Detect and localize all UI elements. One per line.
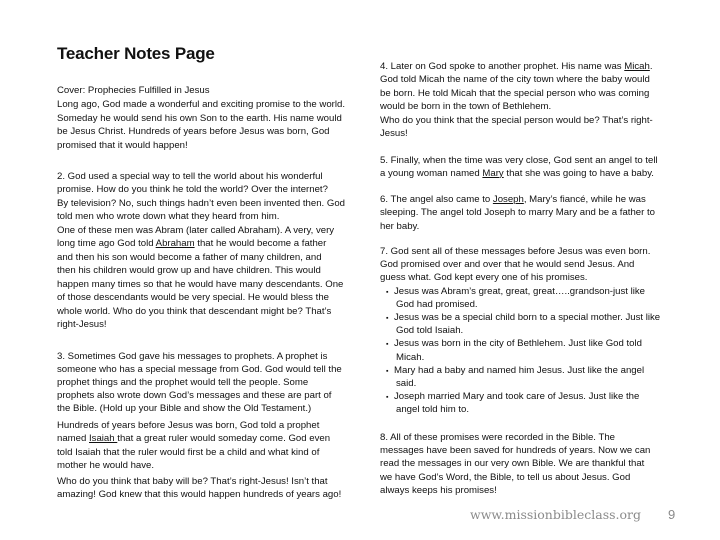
text-line: Jesus! [380, 128, 408, 139]
text-line: right-Jesus! [57, 318, 107, 330]
bullet-item: ▪ Mary had a baby and named him Jesus. Just like the angel [380, 365, 644, 377]
text-line: 2. God used a special way to tell the world about his wonderful [57, 171, 323, 182]
text-line: someone who has a special message from God. God would tell the [57, 364, 342, 376]
text-line: would be born in the town of Bethlehem. [380, 101, 552, 113]
text-line: Someday he would send his own Son to the earth. His name would [57, 112, 342, 124]
text-line: told men who wrote down what they heard from him. [57, 211, 280, 223]
text-line: of those descendants would be very special. He would bless the [57, 292, 329, 304]
text-line: guess what. God kept every one of his promises. [380, 272, 588, 284]
text-line: Who do you think that the special person would be? That’s right- [380, 114, 653, 126]
text-line: Long ago, God made a wonderful and exciting promise to the world. [57, 99, 345, 110]
text-line: read the messages in our very own Bible. We are thankful that [380, 458, 645, 470]
text-line: whole world. Who do you think that descendant might be? That’s [57, 305, 332, 317]
text-line: One of these men was Abram (later called Abraham). A very, very [57, 224, 335, 236]
text-line: we have God’s Word, the Bible, to tell us about Jesus. God [380, 471, 631, 483]
text-line: By television? No, such things hadn’t even been invented then. God [57, 197, 346, 209]
text-line: a young woman named Mary that she was going to have a baby. [380, 167, 654, 179]
bullet-item: ▪ Joseph married Mary and took care of Jesus. Just like the [380, 391, 639, 403]
text-line: always keeps his promises! [380, 484, 497, 496]
text-line: God told Micah the name of the city town where the baby would [380, 74, 650, 86]
underlined-name: Isaiah [89, 433, 118, 445]
underlined-name: Micah [624, 61, 650, 72]
text-line: amazing! God knew that this would happen hundreds of years ago! [57, 489, 342, 501]
text-line: God promised over and over that he would send Jesus. And [380, 259, 635, 271]
bullet-item: ▪ Jesus was born in the city of Bethlehem. Just like God told [380, 338, 642, 350]
text-line: 7. God sent all of these messages before Jesus was even born. [380, 246, 651, 257]
text-line: said. [396, 378, 417, 389]
text-line: named Isaiah that a great ruler would someday come. God even [57, 433, 331, 445]
text-line: promised that it would happen! [57, 140, 188, 152]
text-line: God told Isaiah. [396, 325, 464, 337]
underlined-name: Mary [482, 167, 504, 179]
text-line: 4. Later on God spoke to another prophet. His name was Micah. [380, 61, 653, 72]
bullet-item: ▪ Jesus was be a special child born to a special mother. Just like [380, 312, 660, 324]
text-line: Micah. [396, 351, 425, 363]
text-line: Who do you think that baby will be? That’s right-Jesus! Isn’t that [57, 476, 328, 487]
text-line: 8. All of these promises were recorded in the Bible. The [380, 432, 615, 443]
text-line: mother he would have. [57, 459, 155, 471]
text-line: God had promised. [396, 298, 478, 310]
text-line: told Isaiah that the ruler would first be a child and what kind of [57, 446, 320, 458]
text-line: long time ago God told Abraham that he would become a father [57, 238, 327, 250]
underlined-name: Joseph [492, 194, 524, 205]
text-line: be born. He told Micah that the special person who was coming [380, 87, 650, 99]
bullet-item: ▪ Jesus was Abram’s great, great, great…..grandson-just like [380, 286, 645, 298]
text-line: Hundreds of years before Jesus was born, God told a prophet [57, 420, 320, 431]
text-line: prophets also wrote down God’s messages and these are part of [57, 390, 332, 402]
text-line: the Bible. (Hold up your Bible and show the Old Testament.) [57, 403, 312, 415]
text-line: messages have been saved for hundreds of years. Now we can [380, 445, 651, 457]
text-line: then his children would grow up and have children. This would [57, 265, 321, 277]
page-title: Teacher Notes Page [57, 44, 215, 63]
text-line: 5. Finally, when the time was very close, God sent an angel to tell [380, 155, 658, 166]
text-line: angel told him to. [396, 404, 470, 416]
text-line: 6. The angel also came to Joseph, Mary’s fiancé, while he was [380, 194, 646, 205]
text-line: happen many times so that he would have many descendants. One [57, 278, 344, 290]
page-number: 9 [668, 507, 676, 522]
text-line: Cover: Prophecies Fulfilled in Jesus [57, 85, 210, 96]
text-line: be Jesus Christ. Hundreds of years before Jesus was born, God [57, 126, 330, 138]
text-line: and then his son would become a father of many children, and [57, 251, 322, 263]
footer-url: www.missionbibleclass.org [470, 507, 641, 522]
underlined-name: Abraham [155, 238, 195, 250]
text-line: sleeping. The angel told Joseph to marry Mary and be a father to [380, 207, 656, 219]
text-line: promise. How do you think he told the world? Over the internet? [57, 184, 328, 196]
text-line: 3. Sometimes God gave his messages to prophets. A prophet is [57, 351, 328, 362]
text-line: her baby. [380, 220, 420, 232]
text-line: prophet things and the prophet would tell the people. Some [57, 377, 309, 389]
